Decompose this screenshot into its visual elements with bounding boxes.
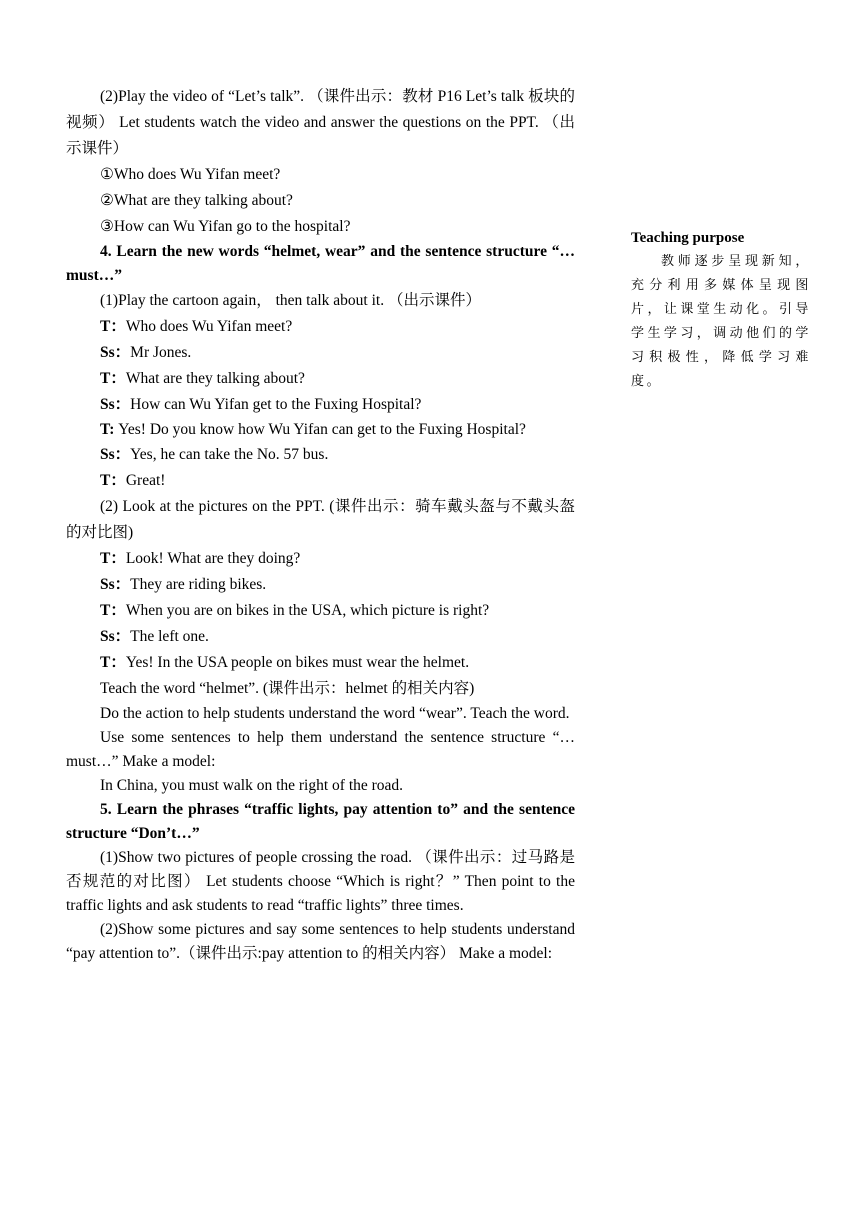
dialog-line	[66, 624, 575, 650]
side-title: Teaching purpose	[631, 230, 745, 246]
dialog-line	[66, 340, 575, 366]
utterance: Mr Jones.	[130, 344, 192, 361]
utterance: Look! What are they doing?	[125, 550, 301, 567]
paragraph-cartoon: (1)Play the cartoon again， then talk about it. （出示课件）	[100, 292, 481, 309]
dialog-line	[66, 392, 575, 418]
question-3: ③How can Wu Yifan go to the hospital?	[100, 218, 351, 235]
speaker: Ss：	[100, 576, 131, 593]
paragraph-attention: (2)Show some pictures and say some sentences to help students understand “pay attention to”.（课件出示:pay attention to 的相关内容） Make a model:	[66, 921, 575, 962]
speaker: T:	[100, 421, 119, 438]
question-1: ①Who does Wu Yifan meet?	[100, 166, 281, 183]
teaching-purpose-note	[631, 227, 811, 393]
paragraph-wear: Do the action to help students understand the word “wear”. Teach the word.	[100, 705, 570, 722]
speaker: T：	[100, 318, 126, 335]
speaker: Ss：	[100, 344, 131, 361]
speaker: Ss：	[100, 628, 131, 645]
utterance: Yes, he can take the No. 57 bus.	[130, 446, 329, 463]
paragraph-video: (2)Play the video of “Let’s talk”. （课件出示：教材 P16 Let’s talk 板块的视频） Let students watch the video and answer the questions on the PPT. （出示课件）	[66, 88, 575, 157]
dialog-line	[66, 418, 575, 442]
utterance: Yes! In the USA people on bikes must wear the helmet.	[125, 654, 470, 671]
utterance: Yes! Do you know how Wu Yifan can get to the Fuxing Hospital?	[118, 421, 526, 438]
speaker: Ss：	[100, 446, 131, 463]
question-2: ②What are they talking about?	[100, 192, 293, 209]
dialog-line	[66, 314, 575, 340]
dialog-line	[66, 546, 575, 572]
utterance: Who does Wu Yifan meet?	[125, 318, 293, 335]
paragraph-model: In China, you must walk on the right of the road.	[100, 777, 404, 794]
paragraph-helmet: Teach the word “helmet”. (课件出示：helmet 的相关内容)	[100, 680, 475, 697]
speaker: T：	[100, 472, 126, 489]
side-text: 教师逐步呈现新知，充分利用多媒体呈现图片，让课堂生动化。引导学生学习，调动他们的学习积极性，降低学习难度。	[631, 253, 811, 388]
utterance: They are riding bikes.	[130, 576, 267, 593]
utterance: The left one.	[130, 628, 209, 645]
utterance: When you are on bikes in the USA, which picture is right?	[125, 602, 490, 619]
section-heading-4: 4. Learn the new words “helmet, wear” and the sentence structure “…must…”	[66, 243, 575, 284]
section-heading-5: 5. Learn the phrases “traffic lights, pay attention to” and the sentence structure “Don’t…”	[66, 801, 575, 842]
speaker: T：	[100, 370, 126, 387]
speaker: T：	[100, 550, 126, 567]
dialog-line	[66, 572, 575, 598]
lesson-body	[66, 84, 575, 966]
speaker: Ss：	[100, 396, 131, 413]
dialog-line	[66, 650, 575, 676]
paragraph-must: Use some sentences to help them understand the sentence structure “…must…” Make a model:	[66, 729, 575, 770]
paragraph-crossing: (1)Show two pictures of people crossing the road. （课件出示：过马路是否规范的对比图） Let students choose “Which is right？” Then point to the traffic lights and ask students to read “traffic lights” three times.	[66, 849, 575, 914]
dialog-line	[66, 468, 575, 494]
dialog-line	[66, 366, 575, 392]
utterance: Great!	[125, 472, 166, 489]
speaker: T：	[100, 654, 126, 671]
utterance: What are they talking about?	[125, 370, 305, 387]
dialog-line	[66, 598, 575, 624]
paragraph-pictures: (2) Look at the pictures on the PPT. (课件出示：骑车戴头盔与不戴头盔的对比图)	[66, 498, 575, 541]
speaker: T：	[100, 602, 126, 619]
dialog-line	[66, 442, 575, 468]
utterance: How can Wu Yifan get to the Fuxing Hospital?	[130, 396, 422, 413]
